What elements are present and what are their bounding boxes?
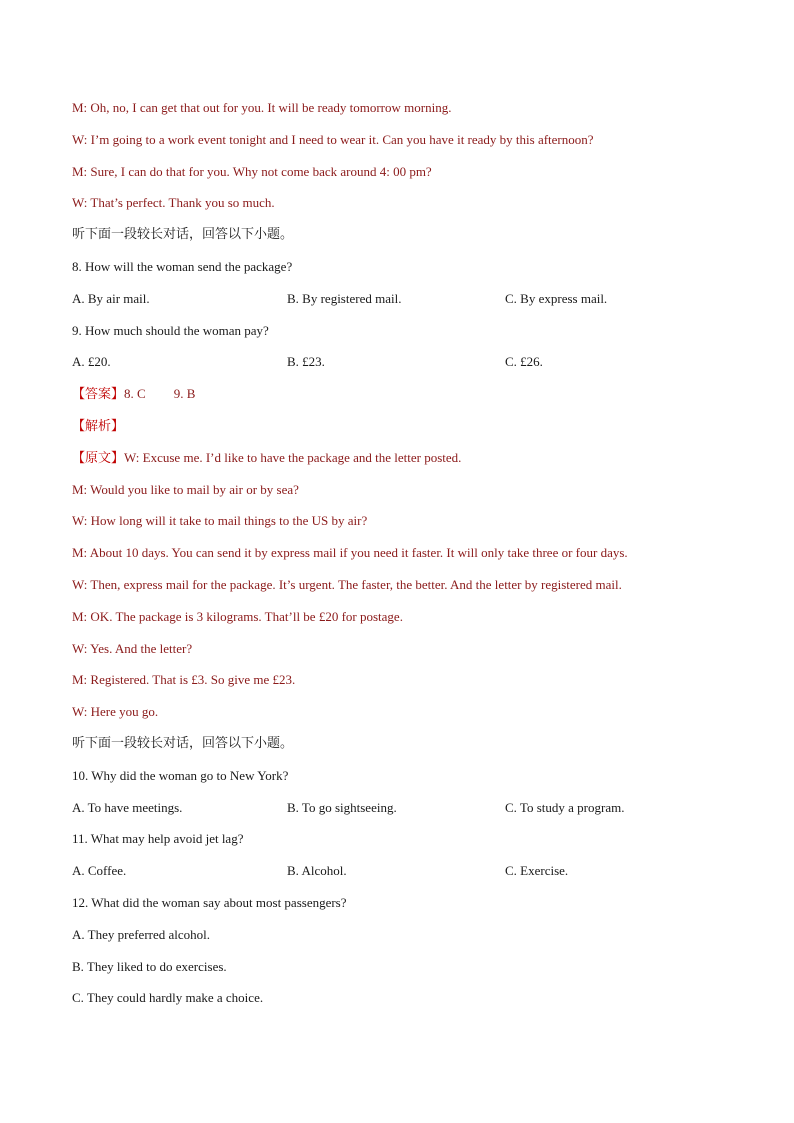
option-a: A. Coffee. — [72, 863, 127, 879]
option-b: B. By registered mail. — [287, 290, 402, 306]
dialogue-line: W: That’s perfect. Thank you so much. — [72, 195, 275, 211]
question-9-options — [72, 352, 732, 384]
question-10-options — [72, 798, 732, 830]
option-c: C. To study a program. — [505, 799, 625, 815]
transcript-line: W: Then, express mail for the package. It’s urgent. The faster, the better. And the letter by registered mail. — [72, 576, 622, 592]
analysis-label: 【解析】 — [72, 418, 125, 434]
option-a: A. They preferred alcohol. — [72, 926, 211, 942]
question-12: 12. What did the woman say about most passengers? — [72, 894, 347, 910]
page-content — [72, 98, 732, 1020]
question-10: 10. Why did the woman go to New York? — [72, 767, 289, 783]
dialogue-line: M: Sure, I can do that for you. Why not come back around 4: 00 pm? — [72, 163, 432, 179]
option-b: B. They liked to do exercises. — [72, 958, 227, 974]
section-instruction: 听下面一段较长对话，回答以下小题。 — [72, 735, 294, 751]
transcript-line: W: How long will it take to mail things to the US by air? — [72, 513, 368, 529]
question-11: 11. What may help avoid jet lag? — [72, 831, 244, 847]
transcript-line: M: Registered. That is £3. So give me £23. — [72, 672, 296, 688]
option-b: B. Alcohol. — [287, 863, 347, 879]
question-9: 9. How much should the woman pay? — [72, 322, 269, 338]
dialogue-line: W: I’m going to a work event tonight and I need to wear it. Can you have it ready by this afternoon? — [72, 131, 594, 147]
option-b: B. £23. — [287, 354, 325, 370]
answer-8: 8. C — [124, 386, 146, 402]
answer-line — [72, 384, 732, 416]
option-c: C. They could hardly make a choice. — [72, 990, 264, 1006]
transcript-first-line — [72, 448, 732, 480]
transcript-line: M: Would you like to mail by air or by sea? — [72, 481, 299, 497]
answer-9: 9. B — [173, 386, 196, 402]
option-a: A. £20. — [72, 354, 111, 370]
option-c: C. Exercise. — [505, 863, 569, 879]
dialogue-line: M: Oh, no, I can get that out for you. It will be ready tomorrow morning. — [72, 100, 452, 115]
option-c: C. £26. — [505, 354, 543, 370]
answer-label: 【答案】 — [72, 387, 125, 403]
transcript-line: W: Here you go. — [72, 704, 159, 720]
transcript-line: W: Excuse me. I’d like to have the package and the letter posted. — [124, 449, 462, 465]
option-a: A. To have meetings. — [72, 799, 183, 815]
option-c: C. By express mail. — [505, 290, 608, 306]
question-8-options — [72, 289, 732, 321]
transcript-line: M: OK. The package is 3 kilograms. That’ll be £20 for postage. — [72, 608, 403, 624]
transcript-line: M: About 10 days. You can send it by express mail if you need it faster. It will only take three or four days. — [72, 545, 628, 561]
question-11-options — [72, 861, 732, 893]
section-instruction: 听下面一段较长对话，回答以下小题。 — [72, 227, 294, 243]
original-label: 【原文】 — [72, 450, 125, 466]
analysis-line — [72, 416, 732, 448]
option-a: A. By air mail. — [72, 290, 150, 306]
transcript-line: W: Yes. And the letter? — [72, 640, 193, 656]
question-8: 8. How will the woman send the package? — [72, 258, 293, 274]
option-b: B. To go sightseeing. — [287, 799, 397, 815]
